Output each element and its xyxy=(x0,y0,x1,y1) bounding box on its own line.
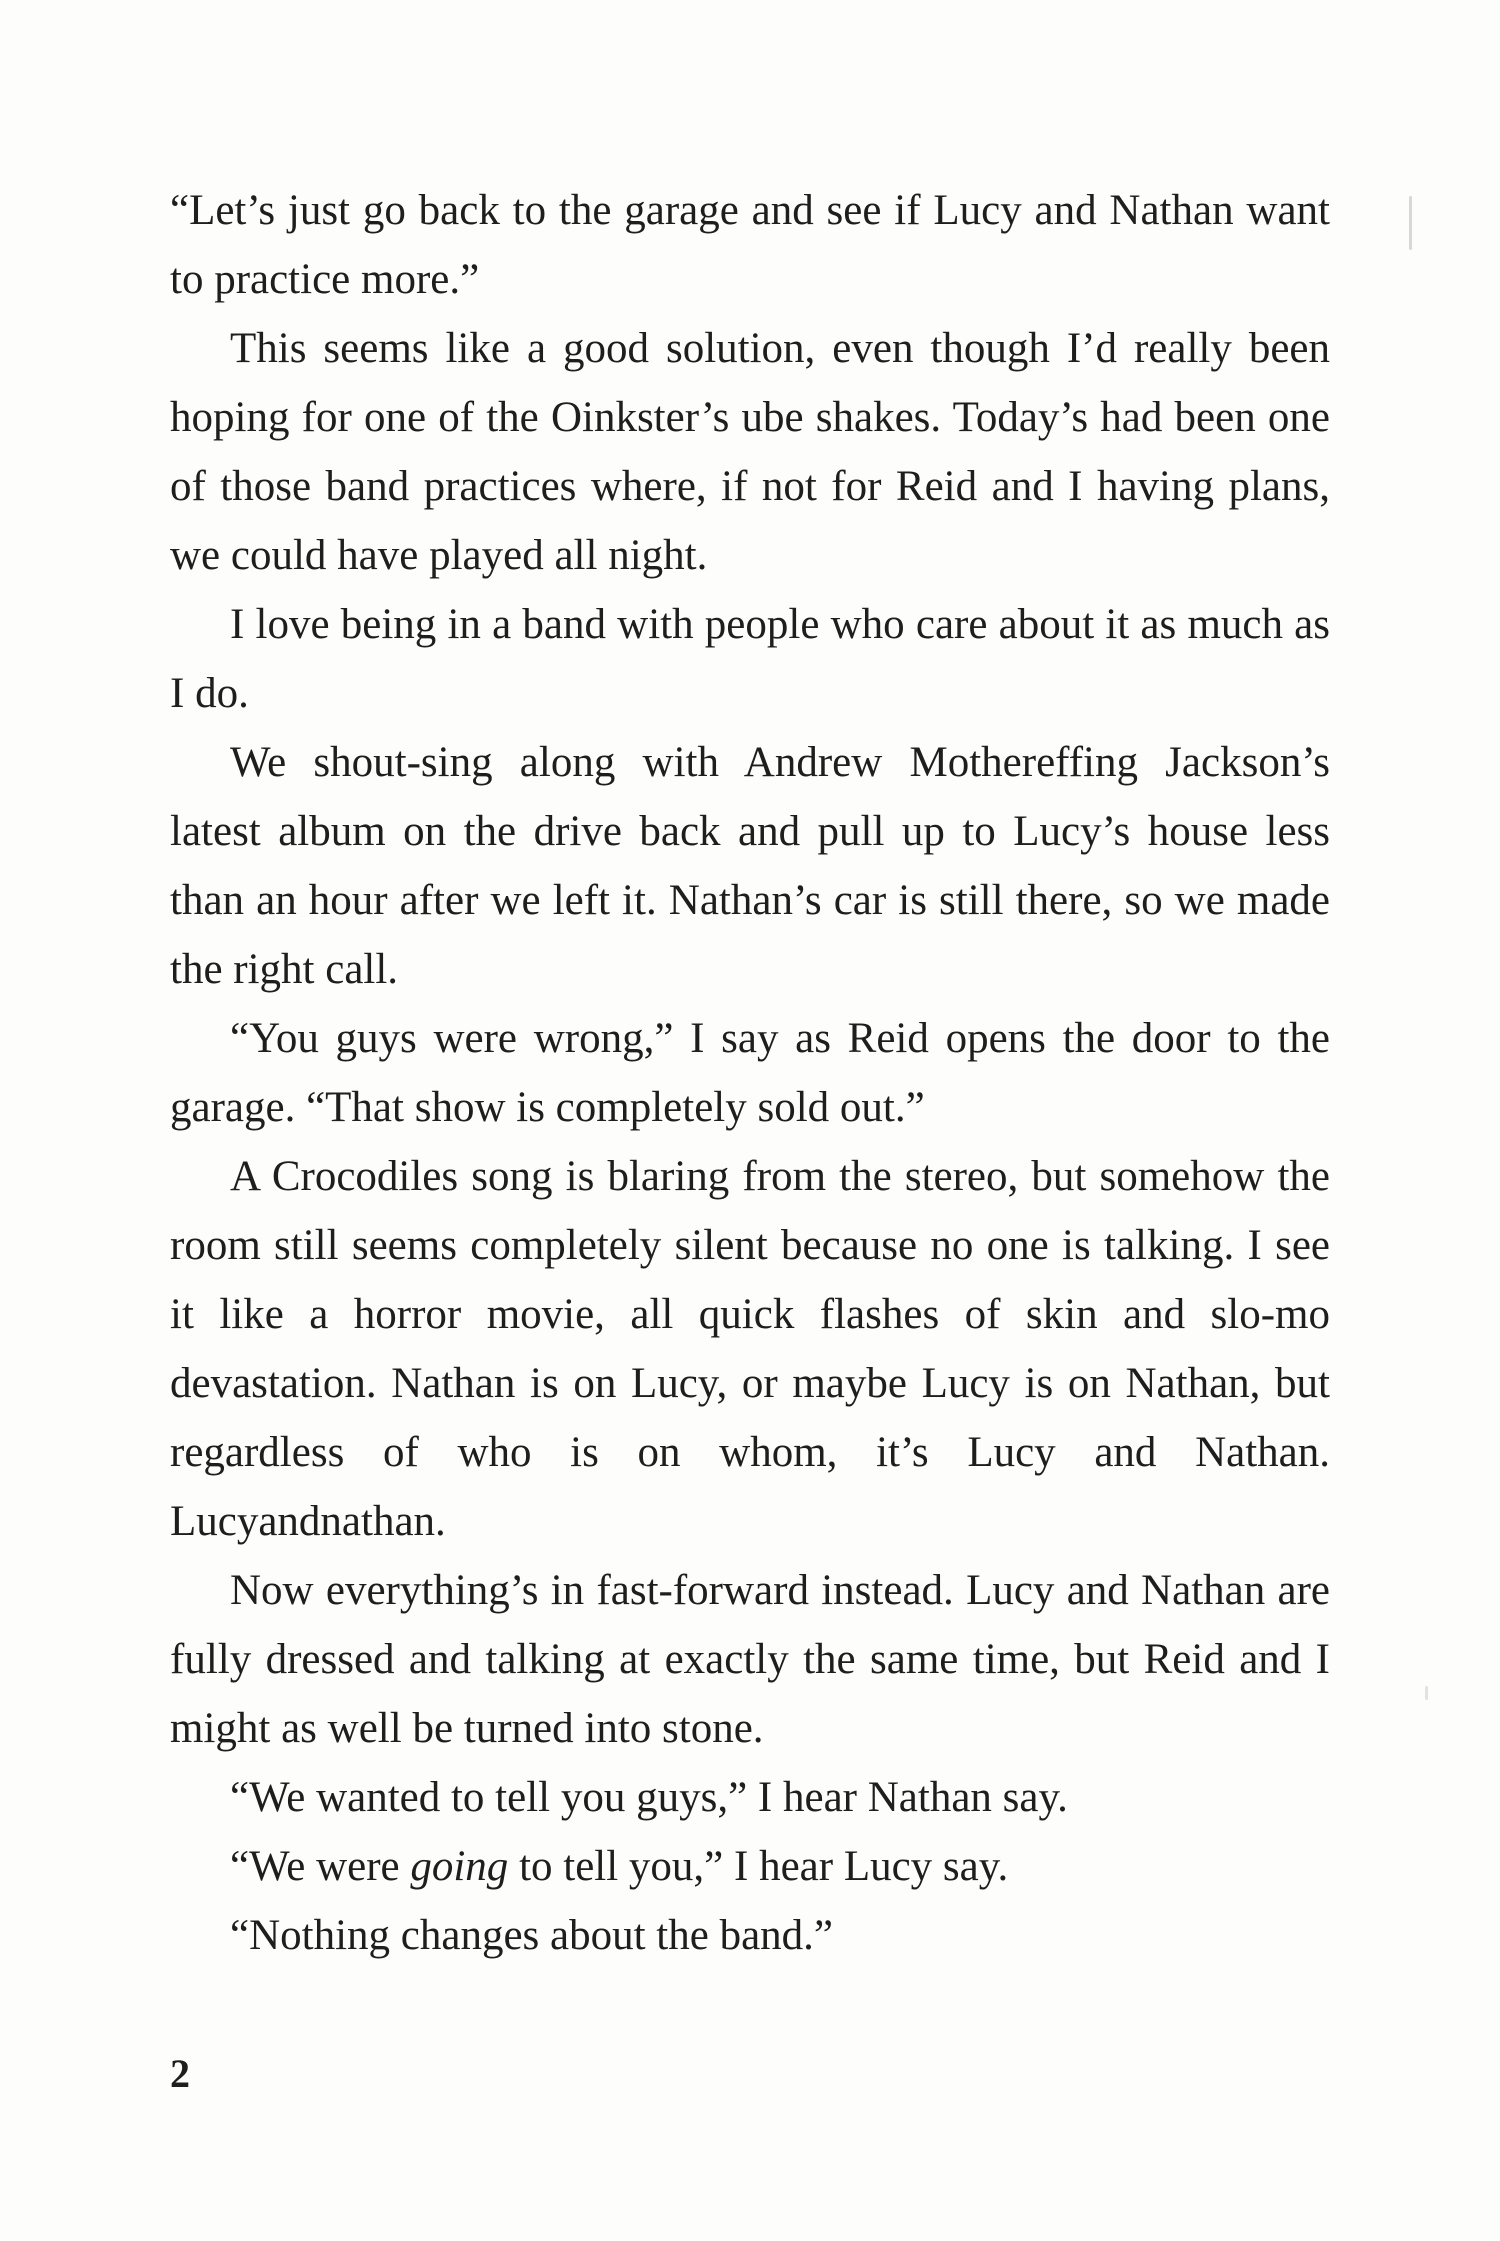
paragraph: We shout-sing along with Andrew Mothereffing Jackson’s latest album on the drive back and pull up to Lucy’s house less than an hour after we left it. Nathan’s car is still there, so we made the right call. xyxy=(170,739,1330,993)
page-edge-mark xyxy=(1425,1686,1428,1700)
paragraph: “Nothing changes about the band.” xyxy=(230,1912,834,1959)
paragraph: I love being in a band with people who care about it as much as I do. xyxy=(170,601,1330,717)
paragraph: “You guys were wrong,” I say as Reid opens the door to the garage. “That show is completely sold out.” xyxy=(170,1015,1330,1131)
emphasis-tail: to tell you,” I hear Lucy say. xyxy=(508,1843,1009,1890)
page-edge-mark xyxy=(1409,196,1412,250)
paragraph: “Let’s just go back to the garage and see if Lucy and Nathan want to practice more.” xyxy=(170,187,1330,303)
paragraph: Now everything’s in fast-forward instead. Lucy and Nathan are fully dressed and talking at exactly the same time, but Reid and I might as well be turned into stone. xyxy=(170,1567,1330,1752)
emphasis-lead: “We were xyxy=(230,1843,411,1890)
page-number: 2 xyxy=(170,2051,190,2096)
paragraph: “We wanted to tell you guys,” I hear Nathan say. xyxy=(230,1774,1068,1821)
paragraph: A Crocodiles song is blaring from the stereo, but somehow the room still seems completely silent because no one is talking. I see it like a horror movie, all quick flashes of skin and slo-mo devastation. Nathan is on Lucy, or maybe Lucy is on Nathan, but regardless of who is on whom, it’s Lucy and Nathan. Lucyandnathan. xyxy=(170,1153,1330,1545)
body-text xyxy=(170,176,1330,1970)
paragraph-with-emphasis xyxy=(170,1832,1330,1901)
paragraph: This seems like a good solution, even though I’d really been hoping for one of the Oinkster’s ube shakes. Today’s had been one of those band practices where, if not for Reid and I having plans, we could have played all night. xyxy=(170,325,1330,579)
emphasis-word: going xyxy=(410,1843,509,1890)
